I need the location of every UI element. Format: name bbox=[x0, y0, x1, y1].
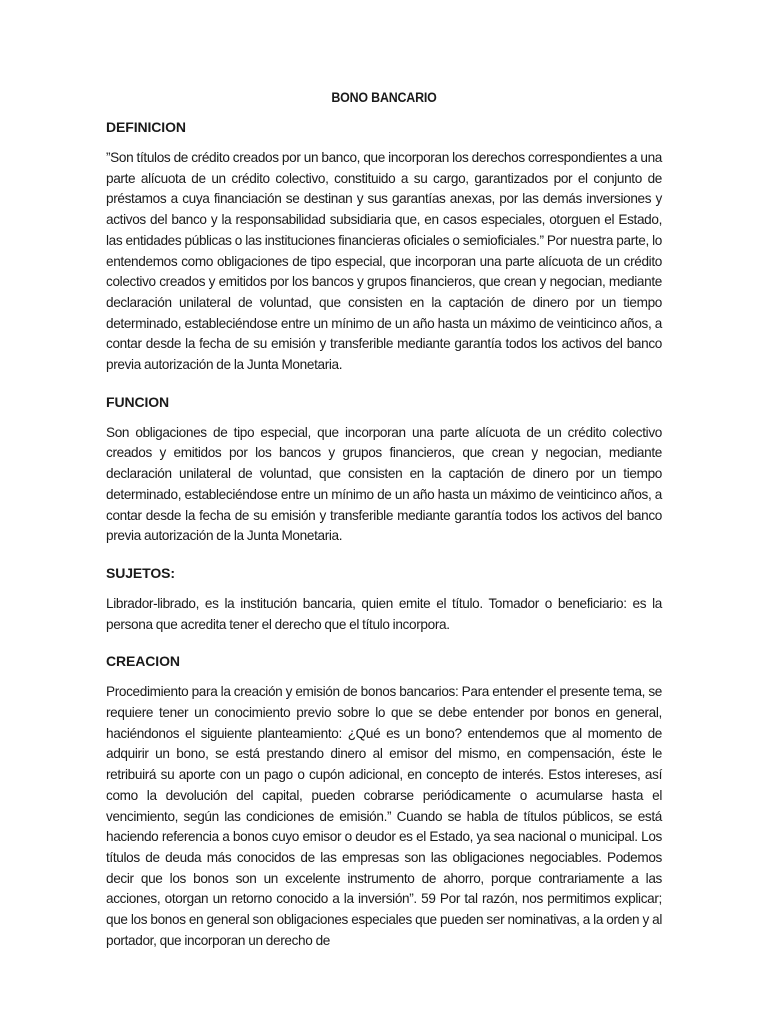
heading-sujetos: SUJETOS: bbox=[106, 564, 175, 581]
heading-creacion: CREACION bbox=[106, 653, 180, 670]
paragraph-creacion: Procedimiento para la creación y emisión de bonos bancarios: Para entender el presente tema, se requiere tener un conocimiento previo sobre lo que se debe entender por bonos en general, haciéndonos el siguiente planteamiento: ¿Qué es un bono? entendemos que al momento de adquirir un bono, se está prestando dinero al emisor del mismo, en compensación, éste le retribuirá su aporte con un pago o cupón adicional, en concepto de interés. Estos intereses, así como la devolución del capital, pueden cobrarse periódicamente o acumularse hasta el vencimiento, según las condiciones de emisión.” Cuando se habla de títulos públicos, se está haciendo referencia a bonos cuyo emisor o deudor es el Estado, ya sea nacional o municipal. Los títulos de deuda más conocidos de las empresas son las obligaciones negociables. Podemos decir que los bonos son un excelente instrumento de ahorro, porque contrariamente a las acciones, otorgan un retorno conocido a la inversión”. 59 Por tal razón, nos permitimos explicar; que los bonos en general son obligaciones especiales que pueden ser nominativas, a la orden y al portador, que incorporan un derecho de bbox=[106, 684, 662, 948]
heading-funcion: FUNCION bbox=[106, 393, 170, 410]
paragraph-definicion: ”Son títulos de crédito creados por un banco, que incorporan los derechos correspondientes a una parte alícuota de un crédito colectivo, constituido a su cargo, garantizados por el conjunto de préstamos a cuya financiación se destinan y sus garantías anexas, por las demás inversiones y activos del banco y la responsabilidad subsidiaria que, en casos especiales, otorguen el Estado, las entidades públicas o las instituciones financieras oficiales o semioficiales.” Por nuestra parte, lo entendemos como obligaciones de tipo especial, que incorporan una parte alícuota de un crédito colectivo creados y emitidos por los bancos y grupos financieros, que crean y negocian, mediante declaración unilateral de voluntad, que consisten en la captación de dinero por un tiempo determinado, estableciéndose entre un mínimo de un año hasta un máximo de veinticinco años, a contar desde la fecha de su emisión y transferible mediante garantía todos los activos del banco previa autorización de la Junta Monetaria. bbox=[106, 150, 662, 373]
heading-definicion: DEFINICION bbox=[106, 119, 186, 135]
document-page bbox=[106, 90, 662, 970]
paragraph-sujetos: Librador-librado, es la institución bancaria, quien emite el título. Tomador o beneficiario: es la persona que acredita tener el derecho que el título incorpora. bbox=[106, 595, 662, 632]
document-title: BONO BANCARIO bbox=[331, 90, 437, 105]
paragraph-funcion: Son obligaciones de tipo especial, que incorporan una parte alícuota de un crédito colectivo creados y emitidos por los bancos y grupos financieros, que crean y negocian, mediante declaración unilateral de voluntad, que consisten en la captación de dinero por un tiempo determinado, estableciéndose entre un mínimo de un año hasta un máximo de veinticinco años, a contar desde la fecha de su emisión y transferible mediante garantía todos los activos del banco previa autorización de la Junta Monetaria. bbox=[106, 424, 662, 544]
